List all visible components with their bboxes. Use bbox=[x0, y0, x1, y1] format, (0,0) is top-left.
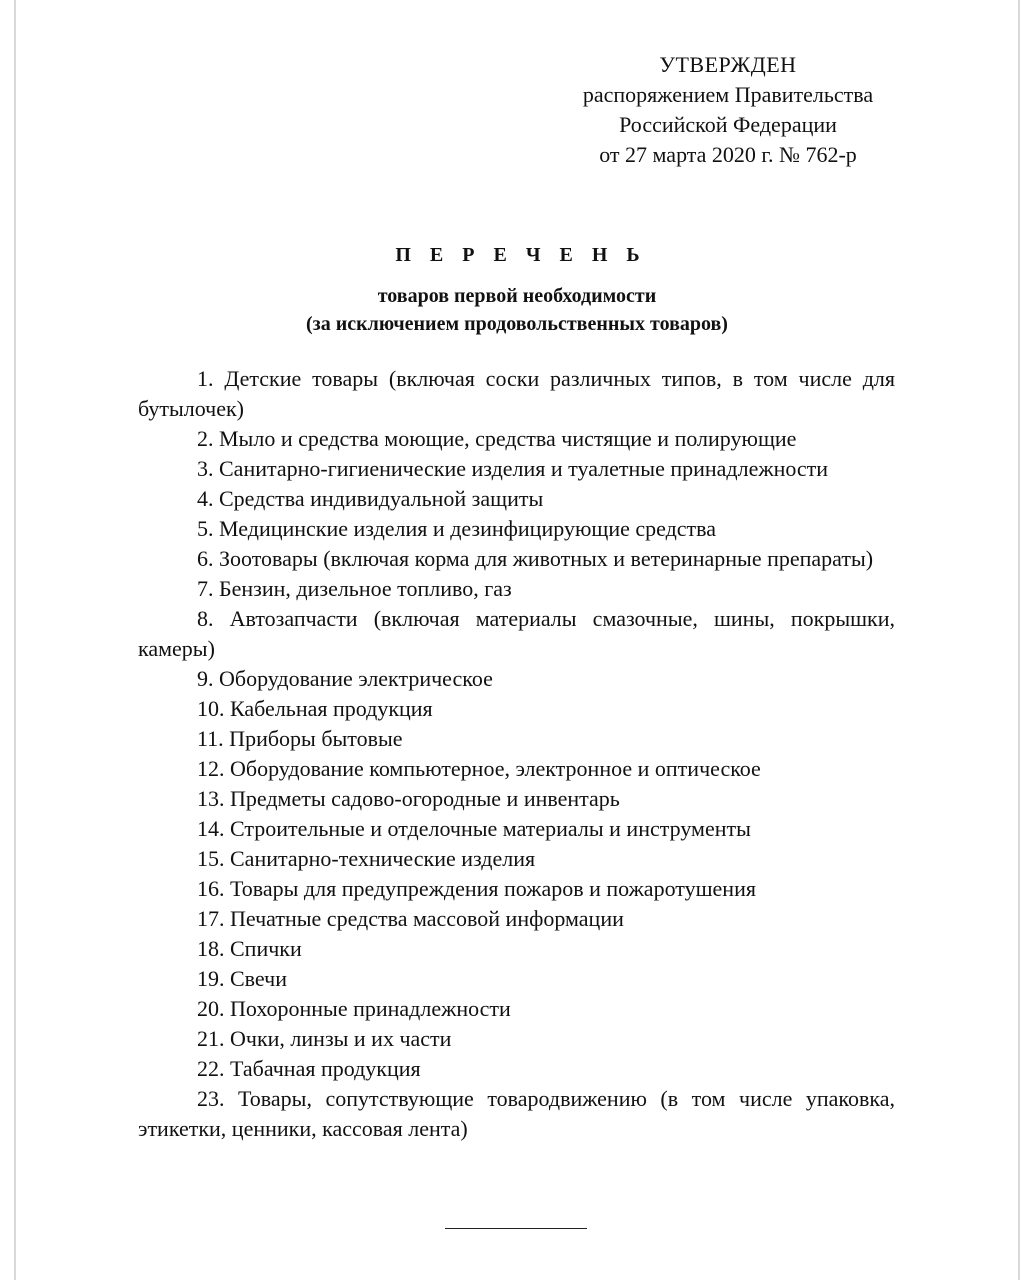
list-item: 21. Очки, линзы и их части bbox=[197, 1026, 452, 1051]
list-item: 11. Приборы бытовые bbox=[197, 726, 403, 751]
subtitle-line-1: товаров первой необходимости bbox=[377, 285, 657, 307]
list-item: 18. Спички bbox=[197, 936, 302, 961]
list-item: 16. Товары для предупреждения пожаров и пожаротушения bbox=[197, 876, 756, 901]
list-item: 3. Санитарно-гигиенические изделия и туалетные принадлежности bbox=[197, 456, 829, 481]
list-item: 7. Бензин, дизельное топливо, газ bbox=[197, 576, 512, 601]
approval-title: УТВЕРЖДЕН bbox=[659, 52, 797, 77]
list-item: 14. Строительные и отделочные материалы и инструменты bbox=[197, 816, 751, 841]
approval-line-date-number: от 27 марта 2020 г. № 762-р bbox=[599, 142, 857, 167]
goods-list bbox=[138, 364, 895, 1144]
approval-line-federation: Российской Федерации bbox=[619, 112, 837, 137]
document-heading bbox=[0, 240, 1034, 338]
document-title: П Е Р Е Ч Е Н Ь bbox=[395, 244, 647, 266]
list-item: 15. Санитарно-технические изделия bbox=[197, 846, 536, 871]
list-item: 5. Медицинские изделия и дезинфицирующие средства bbox=[197, 516, 717, 541]
list-item: 10. Кабельная продукция bbox=[197, 696, 433, 721]
closing-rule bbox=[445, 1228, 587, 1229]
list-item: 17. Печатные средства массовой информации bbox=[197, 906, 624, 931]
list-item: 1. Детские товары (включая соски различных типов, в том числе для бутылочек) bbox=[138, 366, 895, 421]
approval-line-order: распоряжением Правительства bbox=[582, 82, 874, 107]
document-subtitle bbox=[0, 282, 1034, 338]
list-item: 23. Товары, сопутствующие товародвижению (в том числе упаковка, этикетки, ценники, кассовая лента) bbox=[138, 1086, 895, 1141]
approval-block bbox=[570, 50, 886, 170]
list-item: 22. Табачная продукция bbox=[197, 1056, 421, 1081]
subtitle-line-2: (за исключением продовольственных товаров) bbox=[306, 313, 728, 335]
list-item: 19. Свечи bbox=[197, 966, 287, 991]
page-edge-left bbox=[14, 0, 16, 1280]
list-item: 20. Похоронные принадлежности bbox=[197, 996, 511, 1021]
list-item: 9. Оборудование электрическое bbox=[197, 666, 493, 691]
list-item: 6. Зоотовары (включая корма для животных и ветеринарные препараты) bbox=[197, 546, 874, 571]
list-item: 12. Оборудование компьютерное, электронное и оптическое bbox=[197, 756, 761, 781]
list-item: 4. Средства индивидуальной защиты bbox=[197, 486, 544, 511]
page-edge-right bbox=[1018, 0, 1020, 1280]
list-item: 13. Предметы садово-огородные и инвентарь bbox=[197, 786, 620, 811]
list-item: 2. Мыло и средства моющие, средства чистящие и полирующие bbox=[197, 426, 797, 451]
list-item: 8. Автозапчасти (включая материалы смазочные, шины, покрышки, камеры) bbox=[138, 606, 895, 661]
